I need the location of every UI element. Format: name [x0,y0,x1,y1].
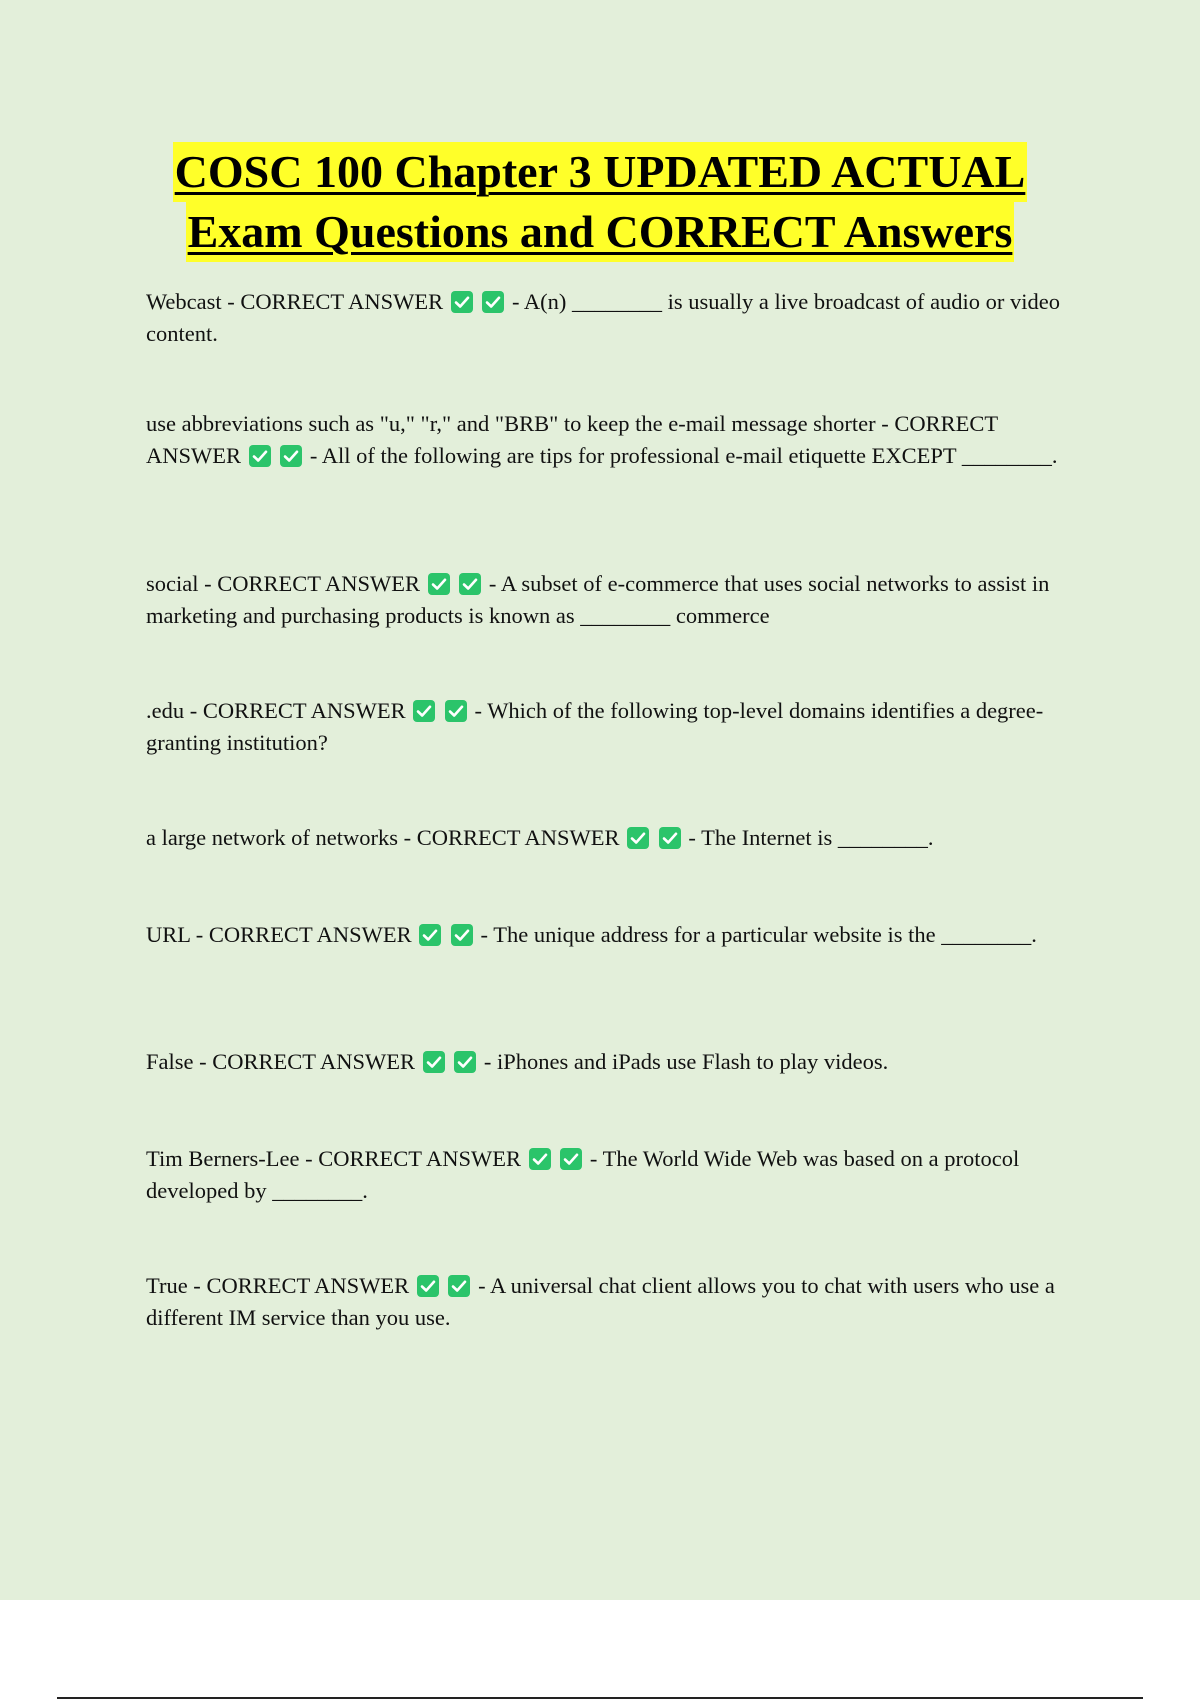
correct-answer-label: CORRECT ANSWER [240,289,444,314]
correct-answer-label: CORRECT ANSWER [202,698,406,723]
check-icon [417,1275,439,1297]
check-icon [249,445,271,467]
correct-answer-label: CORRECT ANSWER [318,1146,522,1171]
check-icon [454,1051,476,1073]
check-icon [280,445,302,467]
check-icon [529,1148,551,1170]
check-icon [428,573,450,595]
correct-answer-label: CORRECT ANSWER [217,571,420,596]
check-icon [627,827,649,849]
answer-text: social - [146,571,218,596]
correct-answer-label: CORRECT ANSWER [212,1049,415,1074]
check-icon [419,924,441,946]
correct-answer-label: CORRECT ANSWER [416,825,620,850]
check-icon [459,573,481,595]
check-icon [448,1275,470,1297]
check-icon [445,700,467,722]
title-line-2: Exam Questions and CORRECT Answers [186,202,1015,262]
qa-item-6 [146,919,1096,951]
question-text: - The Internet is ________. [682,825,934,850]
question-text: - The unique address for a particular website is the ________. [474,922,1037,947]
title-line-1: COSC 100 Chapter 3 UPDATED ACTUAL [173,142,1028,202]
document-title [0,142,1200,262]
question-text: - A(n) ________ is usually a live broadcast of audio or video content. [146,289,1061,346]
correct-answer-label: CORRECT ANSWER [206,1273,410,1298]
question-text: - A universal chat client allows you to chat with users who use a different IM service than you use. [146,1273,1055,1330]
page-divider [57,1697,1143,1699]
question-text: - All of the following are tips for professional e-mail etiquette EXCEPT ________. [304,443,1058,468]
question-text: - A subset of e-commerce that uses social networks to assist in marketing and purchasing products is known as ________ commerce [146,571,1050,628]
question-text: - iPhones and iPads use Flash to play videos. [478,1049,889,1074]
answer-text: Webcast - [146,289,241,314]
correct-answer-label: CORRECT ANSWER [208,922,412,947]
answer-text: use abbreviations such as "u," "r," and "BRB" to keep the e-mail message shorter - [146,411,895,436]
answer-text: Tim Berners-Lee - [146,1146,319,1171]
qa-item-4 [146,695,1096,759]
check-icon [451,291,473,313]
check-icon [451,924,473,946]
qa-item-8 [146,1143,1096,1207]
answer-text: True - [146,1273,207,1298]
qa-item-5 [146,822,1096,854]
qa-item-9 [146,1270,1096,1334]
answer-text: a large network of networks - [146,825,417,850]
question-text: - Which of the following top-level domains identifies a degree-granting institution? [146,698,1044,755]
check-icon [560,1148,582,1170]
qa-item-7 [146,1046,1096,1078]
check-icon [423,1051,445,1073]
answer-text: .edu - [146,698,203,723]
qa-item-1 [146,286,1096,350]
answer-text: URL - [146,922,209,947]
qa-item-3 [146,568,1096,632]
check-icon [413,700,435,722]
answer-text: False - [146,1049,213,1074]
check-icon [659,827,681,849]
check-icon [482,291,504,313]
question-text: - The World Wide Web was based on a protocol developed by ________. [146,1146,1020,1203]
qa-item-2 [146,408,1096,472]
correct-answer-label: CORRECT ANSWER [146,411,998,468]
